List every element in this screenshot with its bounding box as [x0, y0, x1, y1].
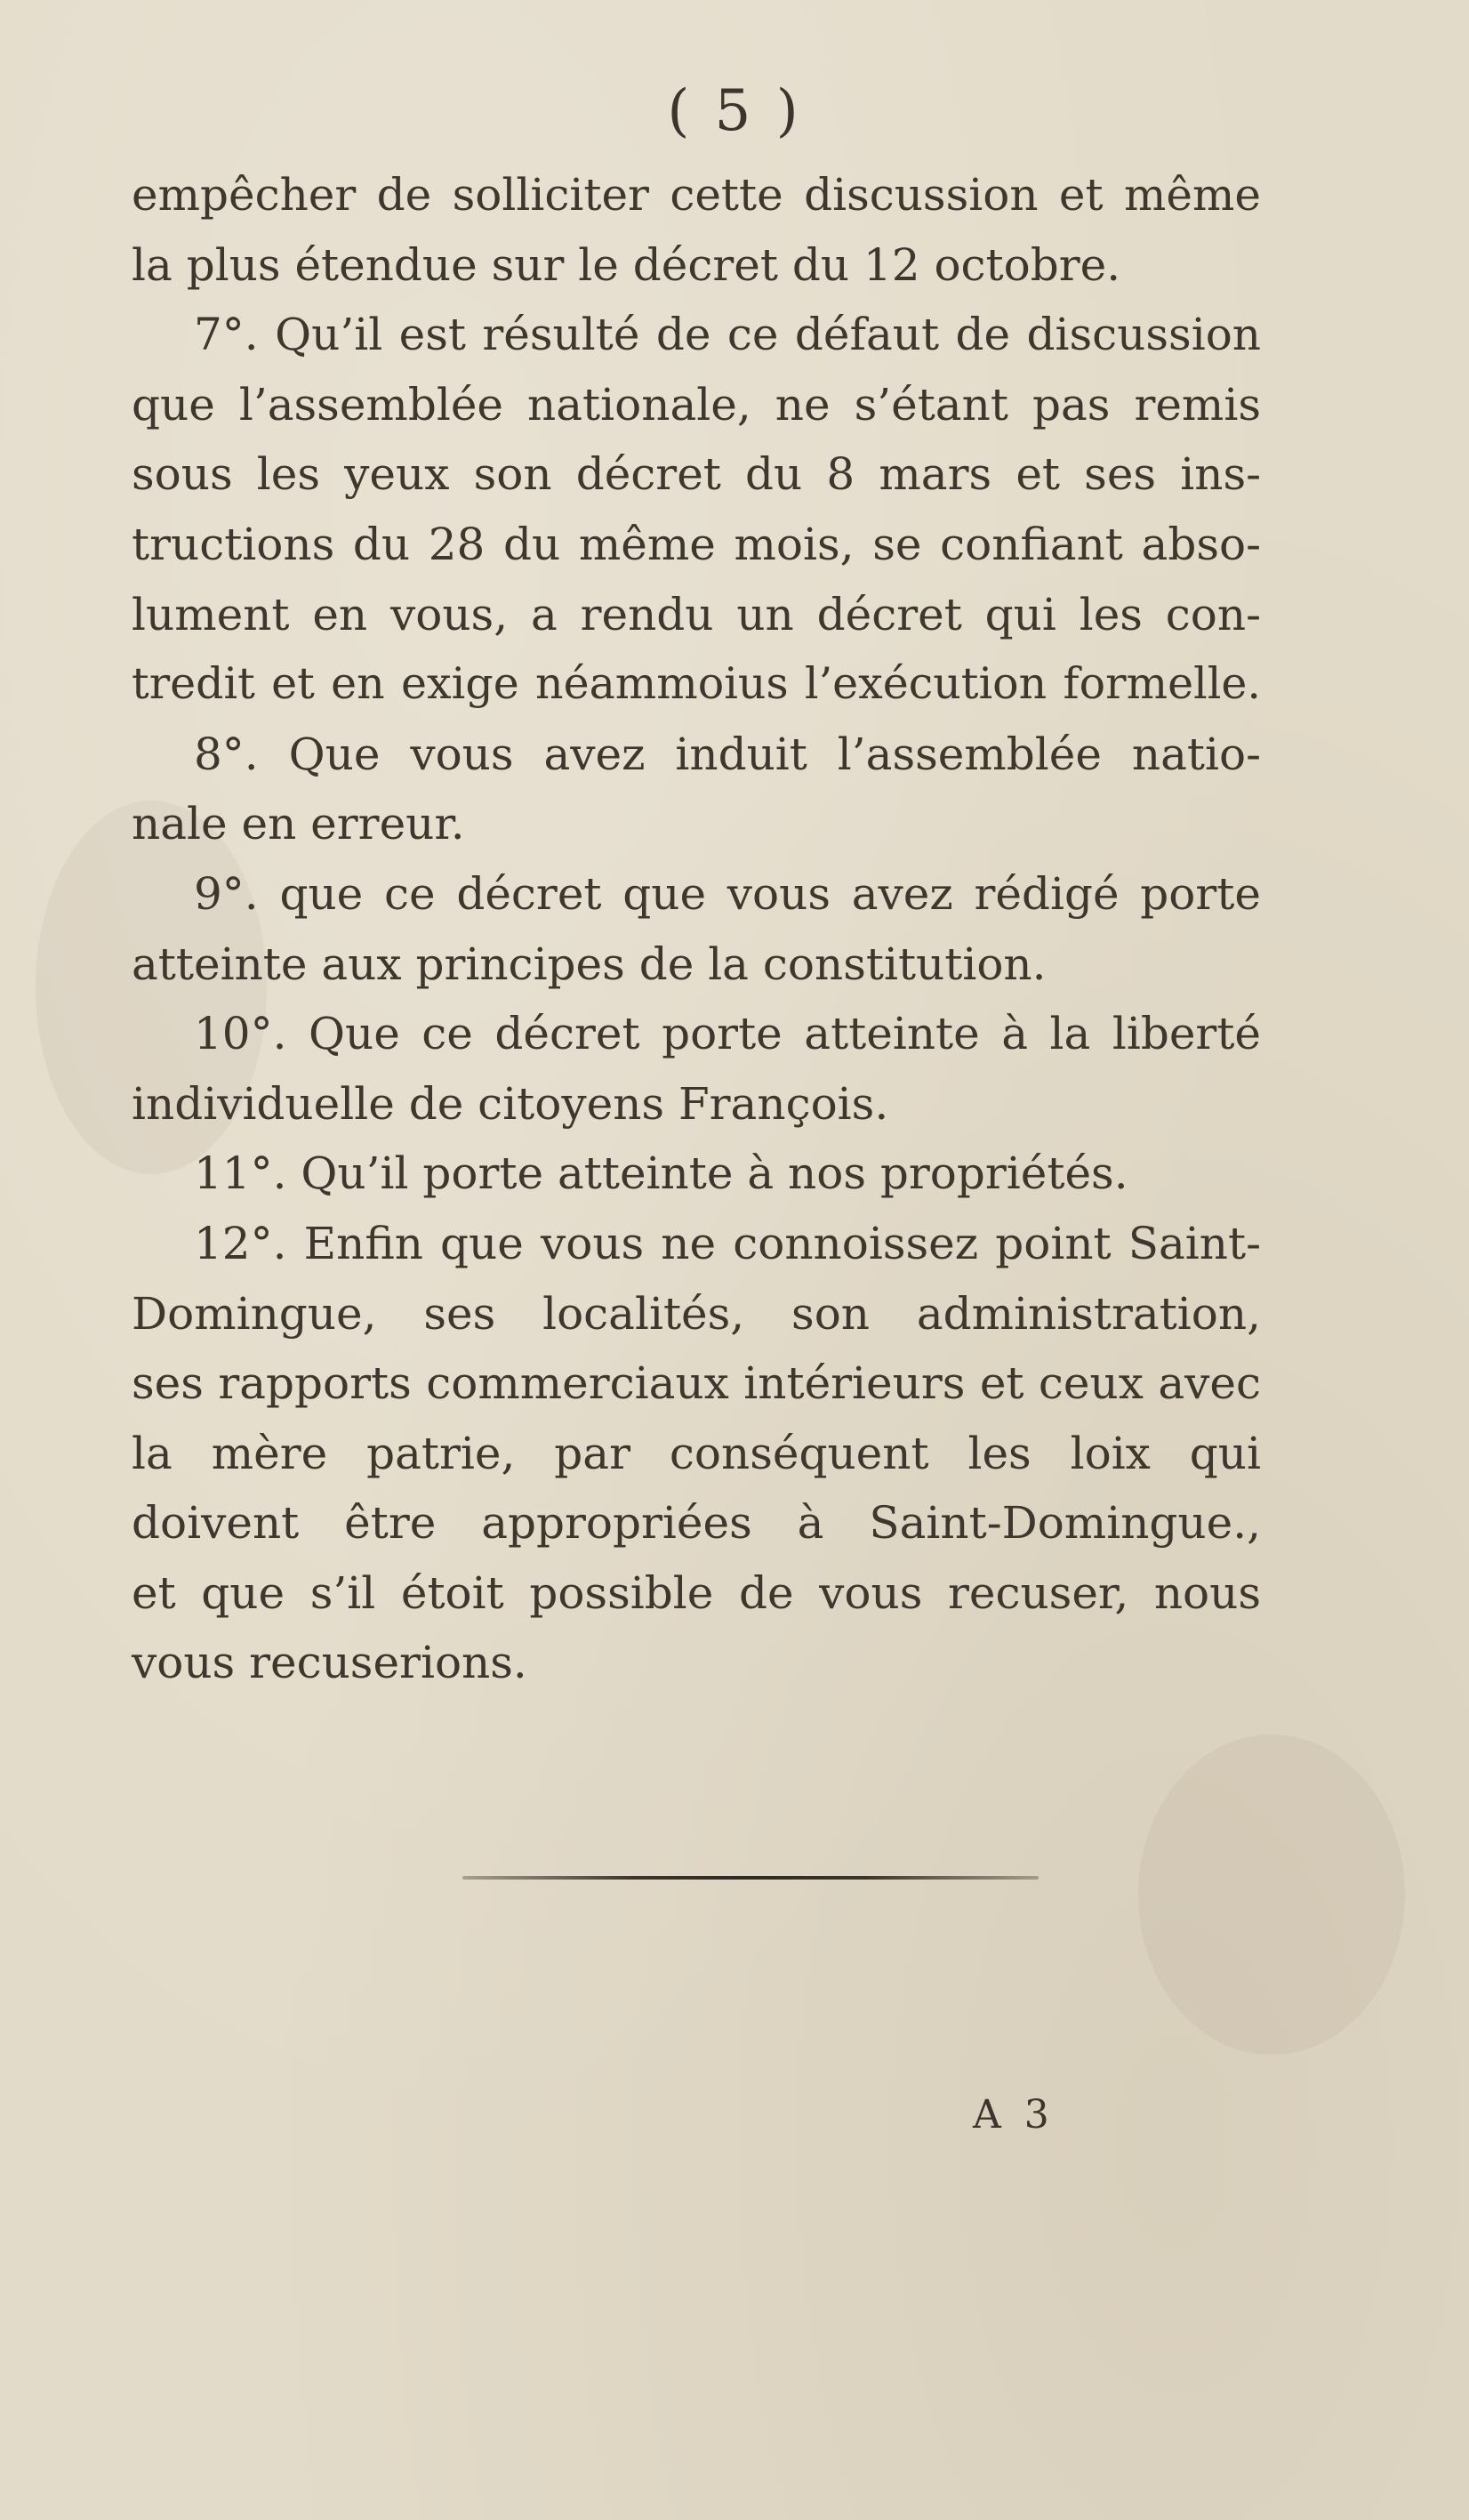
text-line: individuelle de citoyens François.: [132, 1077, 889, 1130]
text-line: 9°. que ce décret que vous avez rédigé porte: [194, 867, 1261, 920]
body-text: [132, 160, 1261, 1698]
text-line: et que s’il étoit possible de vous recuser, nous: [132, 1566, 1261, 1619]
text-line: la mère patrie, par conséquent les loix qui: [132, 1427, 1261, 1479]
text-line: 11°. Qu’il porte atteinte à nos propriétés.: [194, 1147, 1128, 1200]
text-line: Domingue, ses localités, son administration,: [132, 1287, 1261, 1340]
text-line: 10°. Que ce décret porte atteinte à la liberté: [194, 1008, 1261, 1060]
decorative-rule: [462, 1876, 1039, 1880]
text-line: vous recuserions.: [132, 1637, 527, 1689]
text-line: tructions du 28 du même mois, se confiant abso-: [132, 518, 1261, 570]
text-line: atteinte aux principes de la constitution.: [132, 938, 1047, 990]
text-line: sous les yeux son décret du 8 mars et ses ins-: [132, 448, 1261, 501]
text-line: tredit et en exige néammoius l’exécution formelle.: [132, 658, 1261, 710]
text-line: 8°. Que vous avez induit l’assemblée natio-: [194, 728, 1261, 780]
text-line: que l’assemblée nationale, ne s’étant pas remis: [132, 378, 1261, 431]
paper-stain: [1138, 1735, 1405, 2055]
signature-mark: A 3: [973, 2092, 1055, 2138]
page-number: ( 5 ): [667, 78, 802, 144]
text-line: doivent être appropriées à Saint-Domingue.,: [132, 1497, 1261, 1550]
text-line: 12°. Enfin que vous ne connoissez point Saint-: [194, 1217, 1261, 1269]
text-line: 7°. Qu’il est résulté de ce défaut de discussion: [194, 309, 1261, 361]
text-line: nale en erreur.: [132, 798, 465, 850]
text-line: empêcher de solliciter cette discussion et même: [132, 169, 1261, 221]
text-line: la plus étendue sur le décret du 12 octobre.: [132, 238, 1121, 291]
text-line: lument en vous, a rendu un décret qui les con-: [132, 588, 1261, 640]
text-line: ses rapports commerciaux intérieurs et ceux avec: [132, 1357, 1261, 1410]
